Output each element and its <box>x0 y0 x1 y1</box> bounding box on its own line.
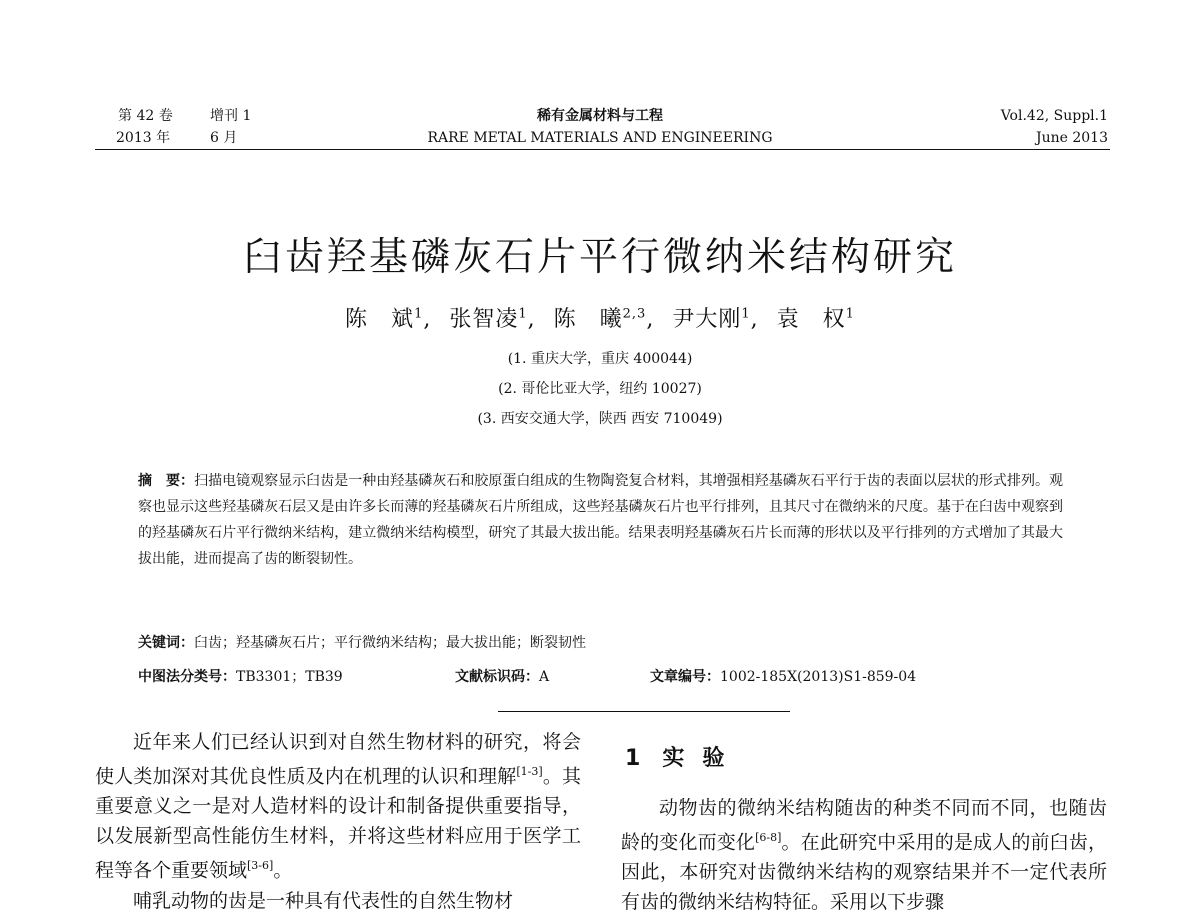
section-divider <box>498 711 790 712</box>
body-right-column <box>621 793 1107 917</box>
author-affil-sup: 1 <box>518 306 528 322</box>
document-code <box>455 666 549 686</box>
doc-code-label: 文献标识码： <box>455 669 539 685</box>
paragraph: 近年来人们已经认识到对自然生物材料的研究，将会使人类加深对其优良性质及内在机理的认识和理解[1-3]。其重要意义之一是对人造材料的设计和制备提供重要指导，以发展新型高性能仿生材料，并将这些材料应用于医学工程等各个重要领域[3-6]。 <box>95 731 581 882</box>
section-heading <box>625 741 742 772</box>
author-name: 陈 斌 <box>345 307 415 332</box>
doc-code-value: A <box>539 669 550 685</box>
header-volume: 第 42 卷 <box>118 108 173 124</box>
section-number: 1 <box>625 746 641 771</box>
article-number-value: 1002-185X(2013)S1-859-04 <box>720 669 917 685</box>
abstract-label: 摘 要： <box>138 473 195 489</box>
keywords-text: 臼齿；羟基磷灰石片；平行微纳米结构；最大拔出能；断裂韧性 <box>194 635 586 651</box>
journal-title-cn: 稀有金属材料与工程 <box>537 108 663 124</box>
article-number <box>650 666 916 686</box>
clc-label: 中图法分类号： <box>138 669 236 685</box>
abstract-text: 扫描电镜观察显示臼齿是一种由羟基磷灰石和胶原蛋白组成的生物陶瓷复合材料，其增强相羟基磷灰石平行于齿的表面以层状的形式排列。观察也显示这些羟基磷灰石层又是由许多长而薄的羟基磷灰石片所组成，这些羟基磷灰石片也平行排列，且其尺寸在微纳米的尺度。基于在臼齿中观察到的羟基磷灰石片平行微纳米结构，建立微纳米结构模型，研究了其最大拔出能。结果表明羟基磷灰石片长而薄的形状以及平行排列的方式增加了其最大拔出能，进而提高了齿的断裂韧性。 <box>138 473 1063 567</box>
body-left-column <box>95 727 581 916</box>
header-vol-suppl: Vol.42, Suppl.1 <box>1000 108 1108 124</box>
clc-number <box>138 666 343 686</box>
paper-title: 臼齿羟基磷灰石片平行微纳米结构研究 <box>242 235 957 280</box>
header-date: June 2013 <box>1035 130 1108 146</box>
article-number-label: 文章编号： <box>650 669 720 685</box>
abstract <box>138 468 1063 572</box>
header-month: 6 月 <box>210 130 238 146</box>
paragraph: 哺乳动物的齿是一种具有代表性的自然生物材 <box>133 889 514 912</box>
keywords <box>138 632 586 652</box>
clc-value: TB3301；TB39 <box>236 669 343 685</box>
author-affil-sup: 1 <box>845 306 855 322</box>
citation: [1-3] <box>516 765 543 778</box>
affiliation-2: (2. 哥伦比亚大学，纽约 10027) <box>498 381 702 397</box>
author-affil-sup: 2,3 <box>622 306 647 322</box>
paragraph: 动物齿的微纳米结构随齿的种类不同而不同，也随齿龄的变化而变化[6-8]。在此研究中采用的是成人的前臼齿，因此，本研究对齿微纳米结构的观察结果并不一定代表所有齿的微纳米结构特征。采用以下步骤 <box>621 797 1107 914</box>
affiliation-1: (1. 重庆大学，重庆 400044) <box>507 351 693 367</box>
author-name: 陈 曦 <box>553 307 623 332</box>
keywords-label: 关键词： <box>138 635 194 651</box>
journal-title-en: RARE METAL MATERIALS AND ENGINEERING <box>427 130 773 146</box>
author-list: 陈 斌$^1$, 张智凌$^1$, 陈 曦$^{2,3}$, 尹大刚$^1$, 袁 权$^1$ <box>345 306 855 332</box>
author-affil-sup: 1 <box>414 306 424 322</box>
header-year: 2013 年 <box>116 130 171 146</box>
citation: [6-8] <box>755 831 782 844</box>
section-title: 实验 <box>662 746 743 771</box>
author-name: 袁 权 <box>776 307 846 332</box>
author-affil-sup: 1 <box>741 306 751 322</box>
citation: [3-6] <box>247 859 274 873</box>
author-name: 尹大刚 <box>672 307 742 332</box>
header-issue: 增刊 1 <box>210 108 252 124</box>
header-rule <box>95 149 1110 150</box>
affiliation-3: (3. 西安交通大学，陕西 西安 710049) <box>477 411 723 427</box>
author-name: 张智凌 <box>449 307 519 332</box>
